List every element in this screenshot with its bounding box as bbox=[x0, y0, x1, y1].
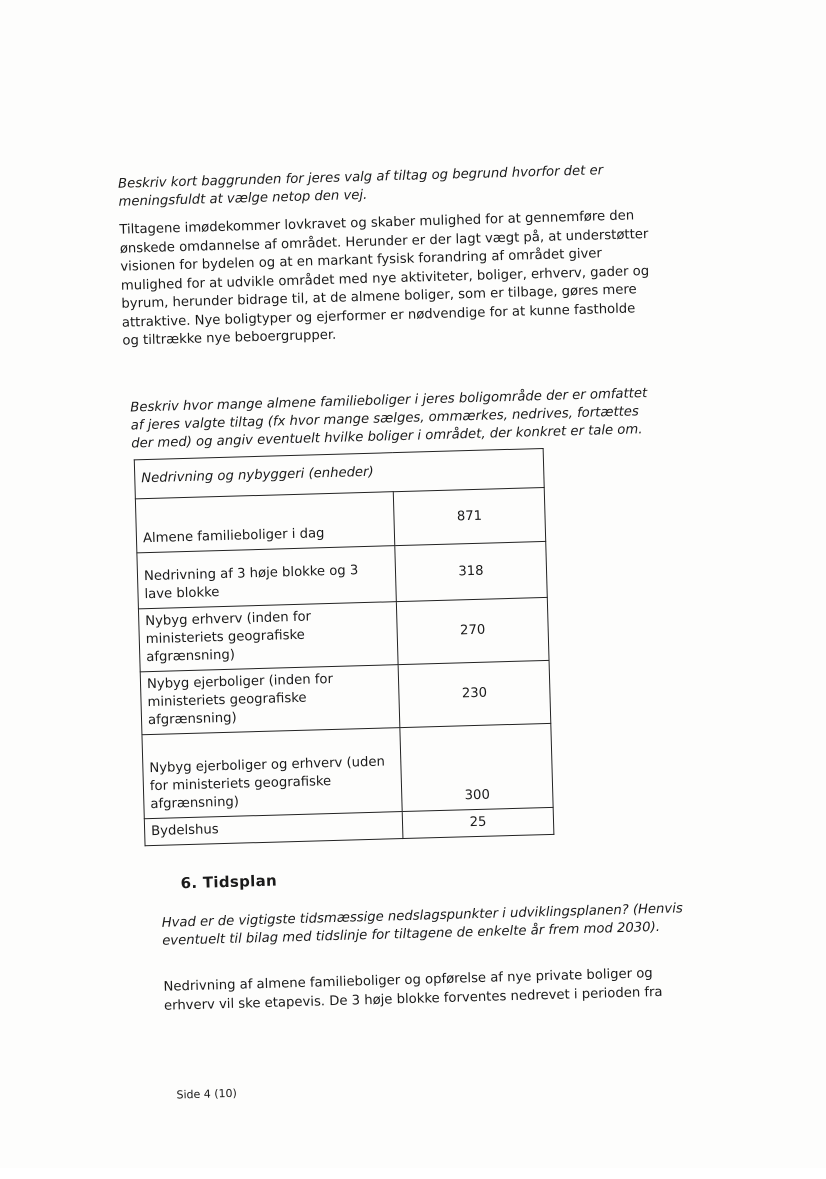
row-label: Nybyg ejerboliger og erhverv (uden for ministeriets geografiske afgrænsning) bbox=[142, 728, 402, 819]
row-value: 300 bbox=[400, 723, 553, 811]
question-timeline: Hvad er de vigtigste tidsmæssige nedslagspunkter i udviklingsplanen? (Henvis eventuelt til bilag med tidslinje for tiltagene de enkelte år frem mod 2030). bbox=[161, 901, 683, 949]
row-value: 871 bbox=[393, 487, 545, 545]
table-row bbox=[138, 597, 549, 671]
section-heading: 6. Tidsplan bbox=[180, 871, 278, 893]
answer-timeline: Nedrivning af almene familieboliger og opførelse af nye private boliger og erhverv vil ske etapevis. De 3 høje blokke forventes nedrevet i perioden fra bbox=[163, 966, 663, 1014]
row-label: Almene familieboliger i dag bbox=[135, 492, 394, 553]
row-value: 25 bbox=[402, 807, 554, 838]
table-header: Nedrivning og nybyggeri (enheder) bbox=[134, 448, 544, 498]
row-label: Nybyg erhverv (inden for ministeriets geografiske afgrænsning) bbox=[138, 602, 398, 672]
row-value: 270 bbox=[396, 597, 549, 664]
page-footer: Side 4 (10) bbox=[176, 1086, 238, 1102]
table-row bbox=[142, 723, 553, 818]
table-row bbox=[140, 660, 551, 734]
row-label: Bydelshus bbox=[144, 812, 403, 846]
question-housing-count: Beskriv hvor mange almene familieboliger i jeres boligområde der er omfattet af jeres valgte tiltag (fx hvor mange sælges, ommærkes, nedrives, fortættes der med) og angiv eventuelt hvilke boliger i området, der konkret er tale om. bbox=[130, 386, 648, 452]
row-value: 318 bbox=[395, 541, 548, 601]
question-background: Beskriv kort baggrunden for jeres valg af tiltag og begrund hvorfor det er meningsfuldt at vælge netop den vej. bbox=[117, 163, 604, 210]
answer-background: Tiltagene imødekommer lovkravet og skaber mulighed for at gennemføre den ønskede omdannelse af området. Herunder er der lagt vægt på, at understøtter visionen for bydelen og at en markant fysisk forandring af området giver mulighed for at udvikle området med nye aktiviteter, boliger, erhverv, gader og byrum, herunder bidrage til, at de almene boliger, som er tilbage, gøres mere attraktive. Nye boligtyper og ejerformer er nødvendige for at kunne fastholde og tiltrække nye beboergrupper. bbox=[119, 208, 650, 349]
row-label: Nedrivning af 3 høje blokke og 3 lave blokke bbox=[137, 546, 396, 609]
demolition-table bbox=[134, 448, 555, 846]
row-label: Nybyg ejerboliger (inden for ministeriets geografiske afgrænsning) bbox=[140, 665, 400, 735]
row-value: 230 bbox=[398, 660, 551, 727]
